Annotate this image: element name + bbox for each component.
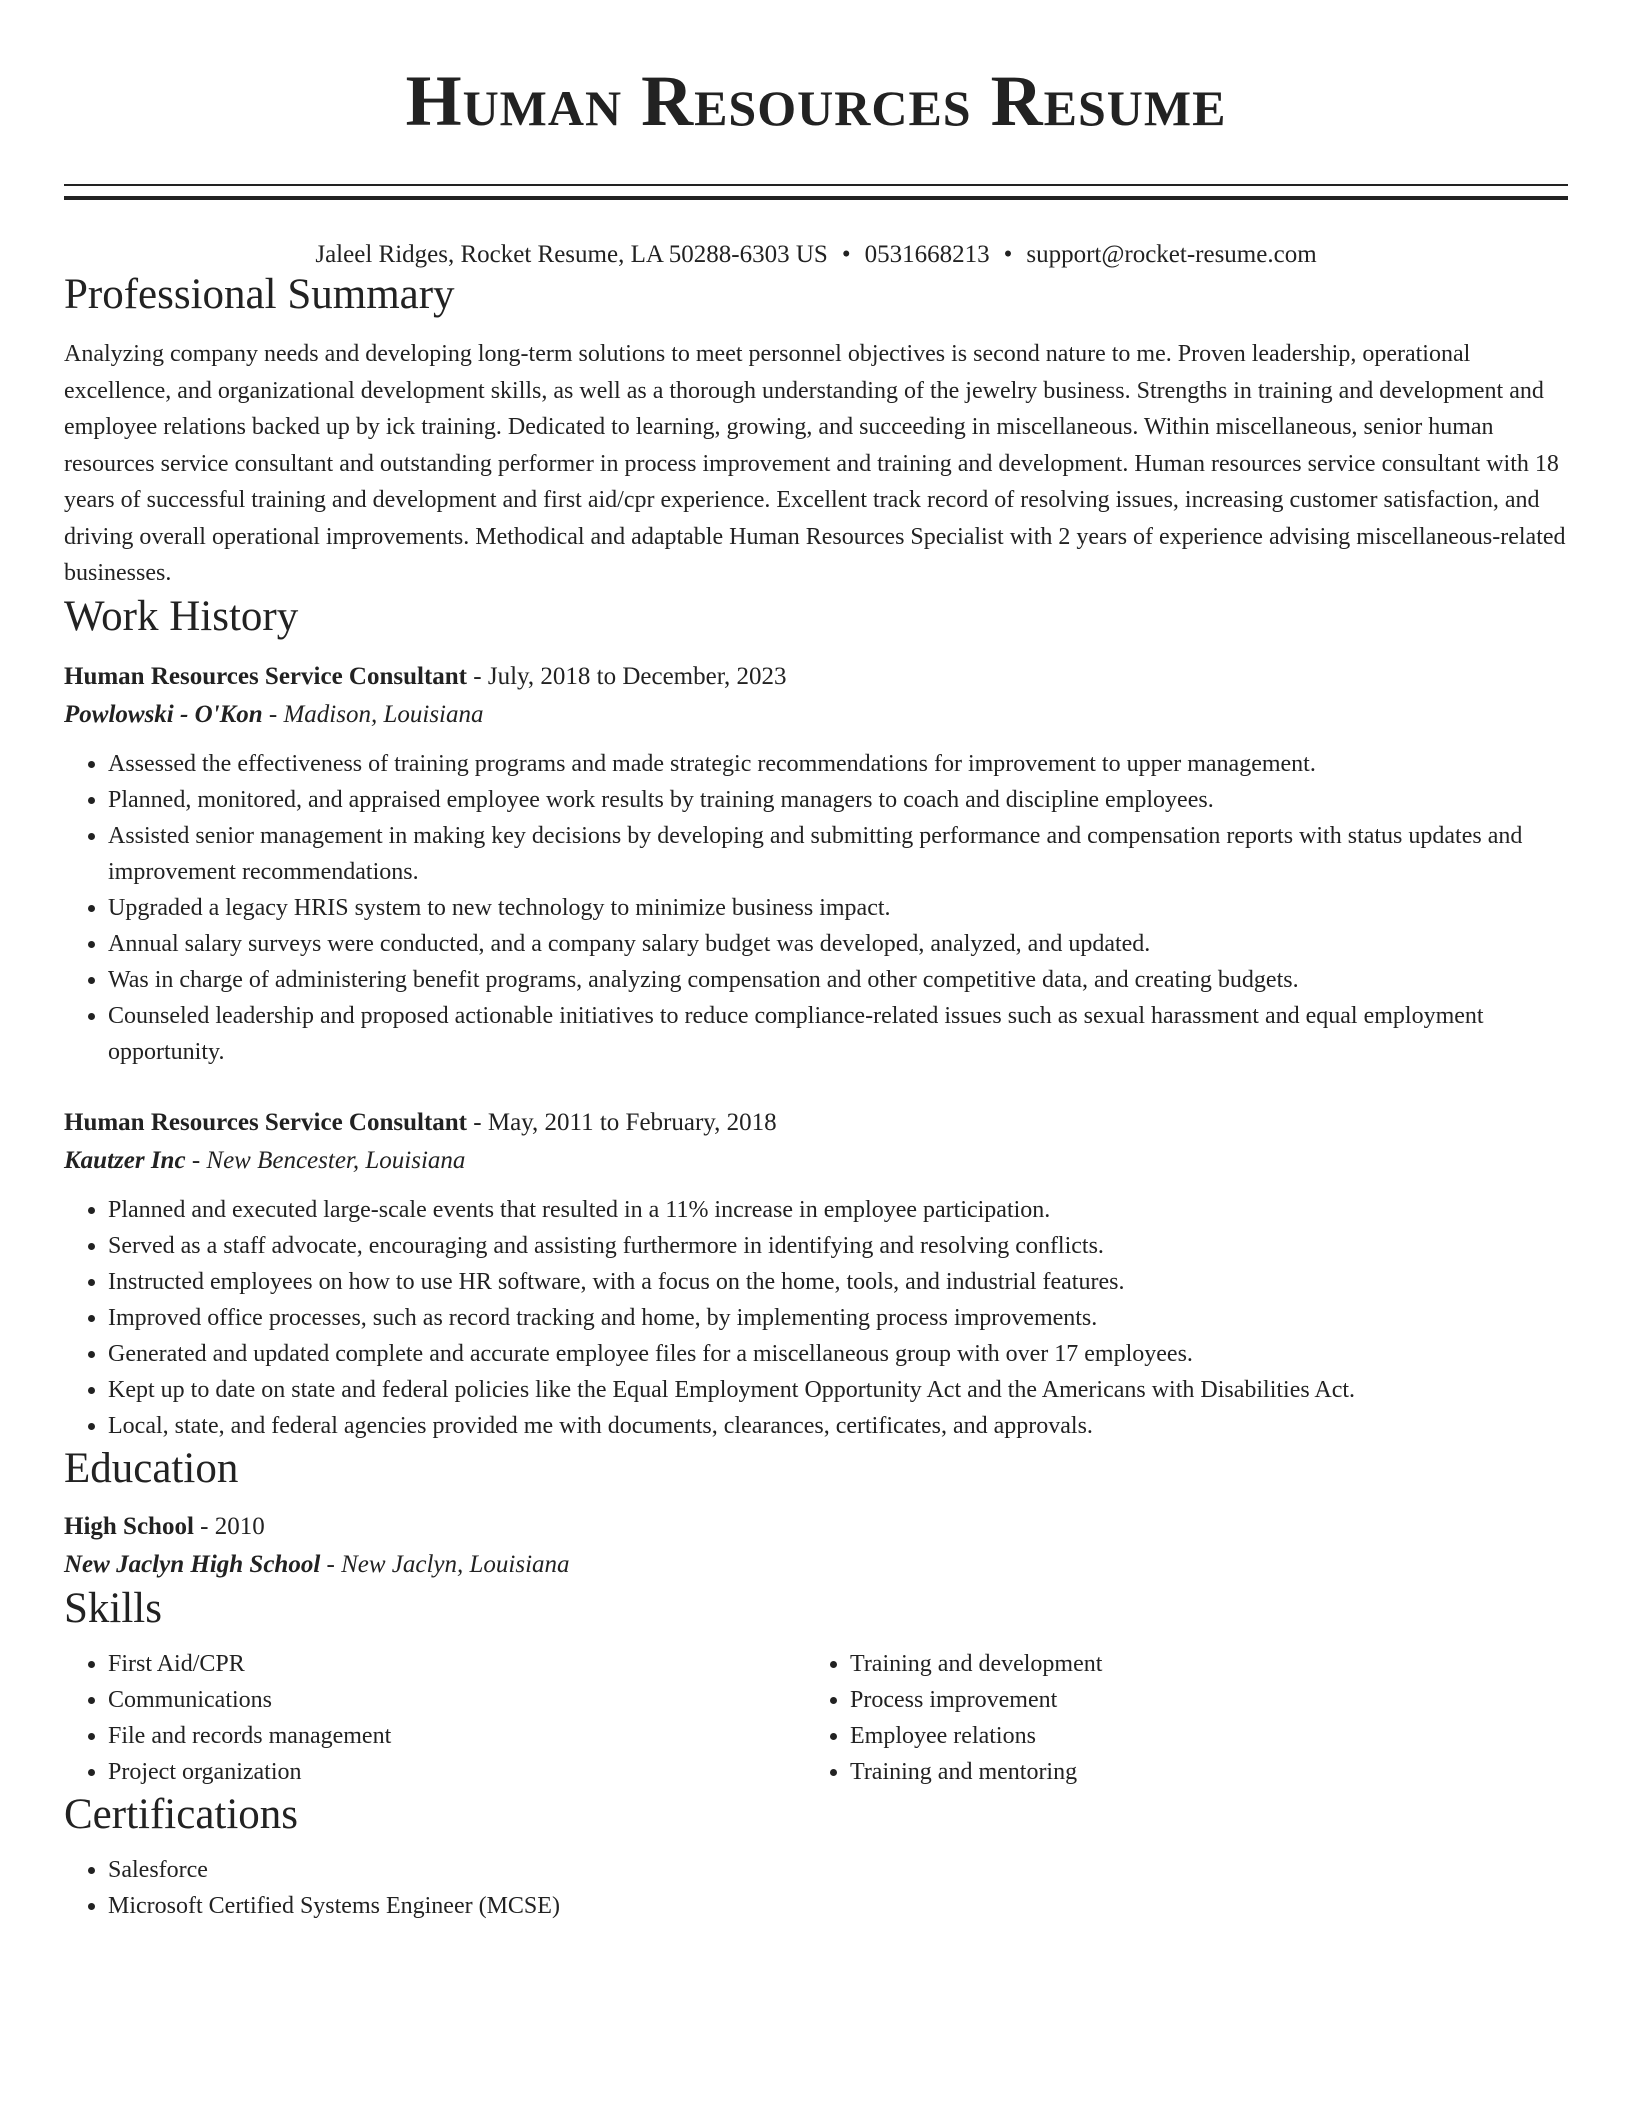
education-school: New Jaclyn High School [64, 1550, 321, 1578]
contact-email: support@rocket-resume.com [1026, 241, 1317, 268]
resume-title: Human Resources Resume [405, 61, 1227, 141]
list-item: • Was in charge of administering benefit programs, analyzing compensation and other competitive data, and creating budgets. [108, 962, 1568, 998]
skills-list [64, 1646, 1568, 1790]
education-entry [64, 1508, 1568, 1584]
list-item: • Kept up to date on state and federal policies like the Equal Employment Opportunity Act and the Americans with Disabilities Act. [108, 1372, 1568, 1408]
skill-item: • Training and mentoring [850, 1754, 1548, 1790]
skills-heading: Skills [64, 1584, 162, 1632]
certification-item: • Microsoft Certified Systems Engineer (MCSE) [108, 1888, 1568, 1924]
skills-column-right [806, 1646, 1548, 1790]
job-company-line [64, 696, 1568, 734]
job-company-line [64, 1142, 1568, 1180]
list-item: • Upgraded a legacy HRIS system to new technology to minimize business impact. [108, 890, 1568, 926]
contact-separator: • [841, 241, 851, 268]
certifications-heading: Certifications [64, 1790, 299, 1838]
list-item: • Planned, monitored, and appraised employee work results by training managers to coach and discipline employees. [108, 782, 1568, 818]
job-dates: - July, 2018 to December, 2023 [467, 662, 787, 690]
job-location: - New Bencester, Louisiana [185, 1146, 466, 1174]
education-location: - New Jaclyn, Louisiana [320, 1550, 570, 1578]
list-item: • Improved office processes, such as record tracking and home, by implementing process improvements. [108, 1300, 1568, 1336]
job-title: Human Resources Service Consultant [64, 662, 468, 690]
education-school-line [64, 1546, 1568, 1584]
list-item: • Assisted senior management in making key decisions by developing and submitting performance and compensation reports with status updates and improvement recommendations. [108, 818, 1568, 890]
certifications-list [64, 1852, 1568, 1924]
job-entry [64, 658, 1568, 1070]
list-item: • Local, state, and federal agencies provided me with documents, clearances, certificates, and approvals. [108, 1408, 1568, 1444]
list-item: • Assessed the effectiveness of training programs and made strategic recommendations for improvement to upper management. [108, 746, 1568, 782]
job-bullets [64, 746, 1568, 1070]
list-item: • Counseled leadership and proposed actionable initiatives to reduce compliance-related issues such as sexual harassment and equal employment opportunity. [108, 998, 1568, 1070]
job-company: Powlowski - O'Kon [64, 700, 263, 728]
education-heading: Education [64, 1444, 239, 1492]
certification-item: • Salesforce [108, 1852, 1568, 1888]
skill-item: • First Aid/CPR [108, 1646, 806, 1682]
skill-item: • Communications [108, 1682, 806, 1718]
job-entry [64, 1104, 1568, 1444]
list-item: • Served as a staff advocate, encouraging and assisting furthermore in identifying and resolving conflicts. [108, 1228, 1568, 1264]
education-degree-line [64, 1508, 1568, 1546]
education-year: - 2010 [193, 1512, 265, 1540]
skill-item: • Training and development [850, 1646, 1548, 1682]
job-title-line [64, 658, 1568, 696]
list-item: • Annual salary surveys were conducted, and a company salary budget was developed, analyzed, and updated. [108, 926, 1568, 962]
summary-text: Analyzing company needs and developing long-term solutions to meet personnel objectives is second nature to me. Proven leadership, operational excellence, and organizational development skills, as well as a thorough understanding of the jewelry business. Strengths in training and development and employee relations backed up by ick training. Dedicated to learning, growing, and succeeding in miscellaneous. Within miscellaneous, senior human resources service consultant and outstanding performer in process improvement and training and development. Human resources service consultant with 18 years of successful training and development and first aid/cpr experience. Excellent track record of resolving issues, increasing customer satisfaction, and driving overall operational improvements. Methodical and adaptable Human Resources Specialist with 2 years of experience advising miscellaneous-related businesses. [64, 341, 1566, 586]
skills-column-left [64, 1646, 806, 1790]
summary-heading: Professional Summary [64, 271, 455, 318]
list-item: • Instructed employees on how to use HR software, with a focus on the home, tools, and industrial features. [108, 1264, 1568, 1300]
work-history-heading: Work History [64, 592, 299, 640]
skill-item: • Employee relations [850, 1718, 1548, 1754]
list-item: • Generated and updated complete and accurate employee files for a miscellaneous group with over 17 employees. [108, 1336, 1568, 1372]
contact-phone: 0531668213 [864, 241, 990, 268]
contact-separator: • [1003, 241, 1013, 268]
education-degree: High School [64, 1512, 194, 1540]
job-company: Kautzer Inc [64, 1146, 186, 1174]
skill-item: • Project organization [108, 1754, 806, 1790]
job-location: - Madison, Louisiana [262, 700, 484, 728]
job-title-line [64, 1104, 1568, 1142]
skill-item: • Process improvement [850, 1682, 1548, 1718]
title-divider [64, 184, 1568, 200]
job-title: Human Resources Service Consultant [64, 1108, 468, 1136]
contact-address: Jaleel Ridges, Rocket Resume, LA 50288-6303 US [315, 241, 828, 268]
list-item: • Planned and executed large-scale events that resulted in a 11% increase in employee participation. [108, 1192, 1568, 1228]
job-bullets [64, 1192, 1568, 1444]
job-dates: - May, 2011 to February, 2018 [467, 1108, 777, 1136]
skill-item: • File and records management [108, 1718, 806, 1754]
contact-line [64, 240, 1568, 270]
